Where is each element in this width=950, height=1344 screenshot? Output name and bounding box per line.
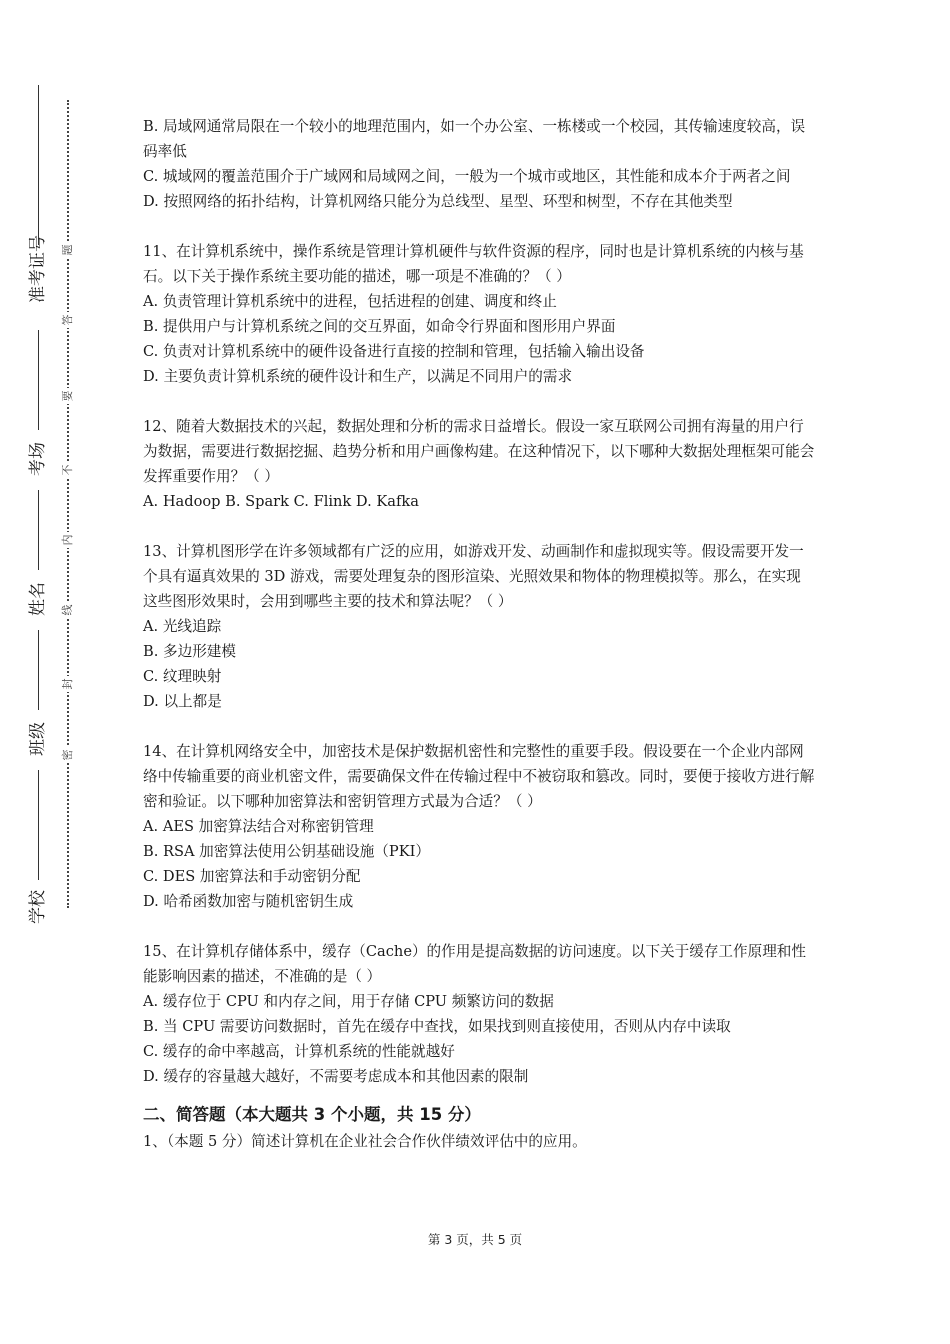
- question-stem: 11、在计算机系统中，操作系统是管理计算机硬件与软件资源的程序，同时也是计算机系统的内核与基石。以下关于操作系统主要功能的描述，哪一项是不准确的？（ ）: [143, 243, 804, 285]
- question-12: [143, 414, 815, 514]
- section-heading: 二、简答题（本大题共 3 个小题，共 15 分）: [143, 1105, 481, 1124]
- question-stem: 14、在计算机网络安全中，加密技术是保护数据机密性和完整性的重要手段。假设要在一个企业内部网络中传输重要的商业机密文件，需要确保文件在传输过程中不被窃取和篡改。同时，要便于接收方进行解密和验证。以下哪种加密算法和密钥管理方式最为合适？（ ）: [143, 743, 815, 810]
- option-b: B. 多边形建模: [143, 643, 236, 660]
- field-label-exam-room: 考场: [28, 442, 48, 476]
- exam-content: [143, 114, 815, 1154]
- seal-char: 答: [60, 312, 76, 328]
- option-a: A. 负责管理计算机系统中的进程，包括进程的创建、调度和终止: [143, 293, 557, 310]
- field-line: [38, 330, 39, 430]
- question-stem: 13、计算机图形学在许多领域都有广泛的应用，如游戏开发、动画制作和虚拟现实等。假设需要开发一个具有逼真效果的 3D 游戏，需要处理复杂的图形渲染、光照效果和物体的物理模拟等。那么，在实现这些图形效果时，会用到哪些主要的技术和算法呢？（ ）: [143, 543, 804, 610]
- page-number: 第 3 页，共 5 页: [427, 1232, 523, 1247]
- question-15: [143, 939, 815, 1089]
- option-d: D. 按照网络的拓扑结构，计算机网络只能分为总线型、星型、环型和树型，不存在其他类型: [143, 193, 733, 210]
- option-c: C. 纹理映射: [143, 668, 222, 685]
- seal-char: 内: [60, 532, 76, 548]
- field-label-class: 班级: [28, 722, 48, 756]
- option-d: D. 缓存的容量越大越好，不需要考虑成本和其他因素的限制: [143, 1068, 529, 1085]
- option-d: D. 主要负责计算机系统的硬件设计和生产，以满足不同用户的需求: [143, 368, 573, 385]
- option-b: B. 局域网通常局限在一个较小的地理范围内，如一个办公室、一栋楼或一个校园，其传输速度较高，误码率低: [143, 118, 806, 160]
- option-d: D. 以上都是: [143, 693, 222, 710]
- field-line: [38, 630, 39, 710]
- option-b: B. 提供用户与计算机系统之间的交互界面，如命令行界面和图形用户界面: [143, 318, 616, 335]
- seal-char: 密: [60, 747, 76, 763]
- question-stem: 15、在计算机存储体系中，缓存（Cache）的作用是提高数据的访问速度。以下关于缓存工作原理和性能影响因素的描述，不准确的是（ ）: [143, 943, 806, 985]
- option-a: A. 缓存位于 CPU 和内存之间，用于存储 CPU 频繁访问的数据: [143, 993, 554, 1010]
- option-c: C. 缓存的命中率越高，计算机系统的性能就越好: [143, 1043, 455, 1060]
- field-label-school: 学校: [28, 890, 48, 924]
- option-a: A. AES 加密算法结合对称密钥管理: [143, 818, 374, 835]
- field-label-name: 姓名: [28, 582, 48, 616]
- field-line: [38, 490, 39, 570]
- option-c: C. DES 加密算法和手动密钥分配: [143, 868, 361, 885]
- field-line: [38, 85, 39, 245]
- option-line: A. Hadoop B. Spark C. Flink D. Kafka: [143, 493, 419, 510]
- question-11: [143, 239, 815, 389]
- seal-char: 题: [60, 242, 76, 258]
- option-c: C. 城域网的覆盖范围介于广域网和局域网之间，一般为一个城市或地区，其性能和成本介于两者之间: [143, 168, 791, 185]
- option-b: B. RSA 加密算法使用公钥基础设施（PKI）: [143, 843, 430, 860]
- field-label-exam-id: 准考证号: [28, 235, 48, 303]
- question-14: [143, 739, 815, 914]
- question-13: [143, 539, 815, 714]
- short-answer-question: 1、（本题 5 分）简述计算机在企业社会合作伙伴绩效评估中的应用。: [143, 1133, 587, 1150]
- seal-char: 线: [60, 602, 76, 618]
- seal-char: 要: [60, 388, 76, 404]
- question-10-continued: [143, 114, 815, 214]
- option-d: D. 哈希函数加密与随机密钥生成: [143, 893, 354, 910]
- seal-char: 封: [60, 676, 76, 692]
- question-stem: 12、随着大数据技术的兴起，数据处理和分析的需求日益增长。假设一家互联网公司拥有海量的用户行为数据，需要进行数据挖掘、趋势分析和用户画像构建。在这种情况下，以下哪种大数据处理框架可能会发挥重要作用？（ ）: [143, 418, 815, 485]
- option-c: C. 负责对计算机系统中的硬件设备进行直接的控制和管理，包括输入输出设备: [143, 343, 645, 360]
- option-b: B. 当 CPU 需要访问数据时，首先在缓存中查找，如果找到则直接使用，否则从内存中读取: [143, 1018, 731, 1035]
- seal-dotted-line: [67, 100, 69, 908]
- option-a: A. 光线追踪: [143, 618, 222, 635]
- field-line: [38, 770, 39, 880]
- binding-margin: [0, 0, 110, 1344]
- seal-char: 不: [60, 462, 76, 478]
